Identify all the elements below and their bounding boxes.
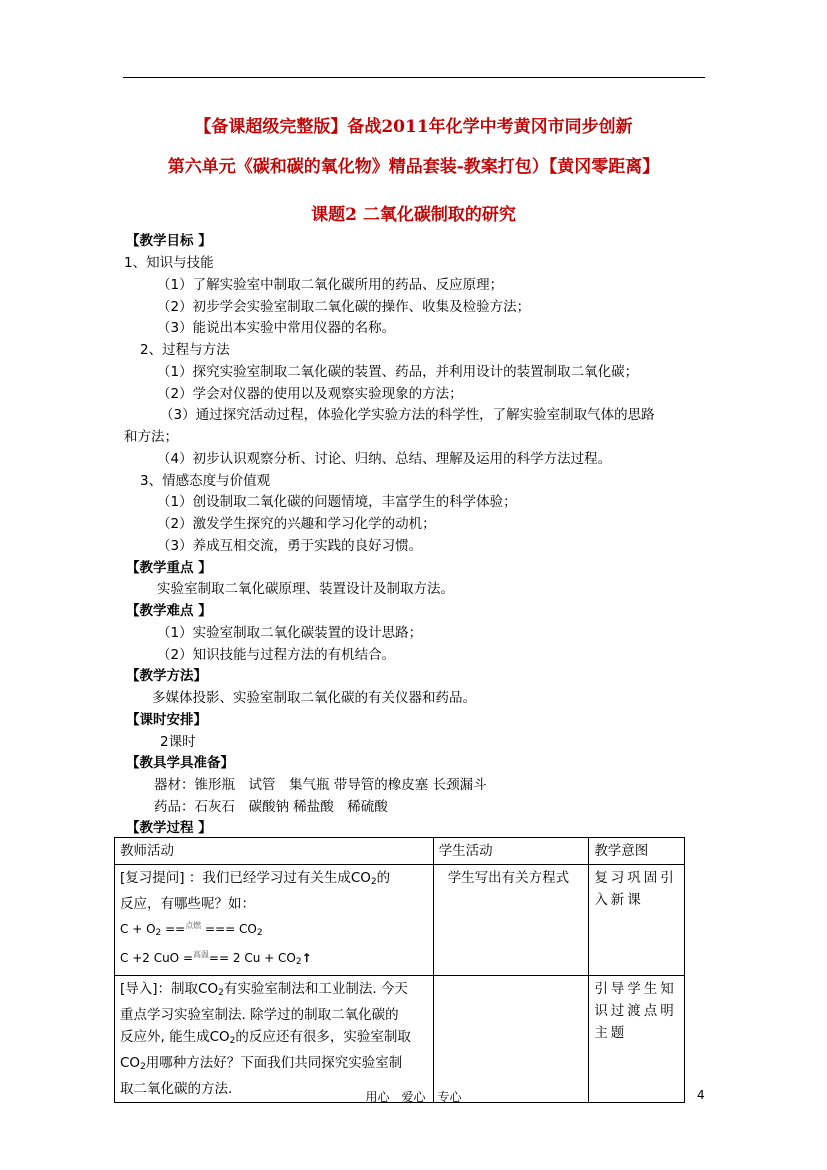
objective-section-2: 2、过程与方法 xyxy=(140,342,230,358)
objective-section-1: 1、知识与技能 xyxy=(124,255,214,271)
gas-up-arrow-icon: ↑ xyxy=(301,951,312,965)
cell-teacher-intro xyxy=(115,976,434,1103)
objective-1-2: （2）初步学会实验室制取二氧化碳的操作、收集及检验方法； xyxy=(157,299,531,315)
key-points-heading: 【教学重点 】 xyxy=(126,560,212,576)
table-row xyxy=(115,865,685,976)
process-heading: 【教学过程 】 xyxy=(126,820,212,836)
objective-3-1: （1）创设制取二氧化碳的问题情境，丰富学生的科学体验； xyxy=(157,494,517,510)
objective-1-3: （3）能说出本实验中常用仪器的名称。 xyxy=(157,320,396,336)
materials-heading: 【教具学具准备】 xyxy=(126,755,234,771)
schedule-text: 2课时 xyxy=(160,734,196,750)
doc-title-line1: 【备课超级完整版】备战2011年化学中考黄冈市同步创新 xyxy=(194,117,633,137)
cell-student-intro xyxy=(433,976,589,1103)
review-question-line2: 反应，有哪些呢？如： xyxy=(120,896,255,912)
methods-text: 多媒体投影、实验室制取二氧化碳的有关仪器和药品。 xyxy=(152,690,476,706)
materials-chemicals: 药品：石灰石 碳酸钠 稀盐酸 稀硫酸 xyxy=(154,799,388,815)
doc-title-line3: 课题2 二氧化碳制取的研究 xyxy=(311,205,516,225)
header-teaching-intent: 教学意图 xyxy=(589,838,685,865)
intro-line3: 反应外, 能生成$CO_2$的反应还有很多，实验室制取 xyxy=(120,1029,411,1046)
intro-line2: 重点学习实验室制法. 除学过的制取二氧化碳的 xyxy=(120,1007,399,1023)
table-header-row xyxy=(115,838,685,865)
equation-reduction: C +2 CuO =$^{高温}$== 2 $Cu + CO_2↑$ xyxy=(120,950,312,967)
cell-student-review: 学生写出有关方程式 xyxy=(433,865,589,976)
cell-teacher-review xyxy=(115,865,434,976)
objective-2-4: （4）初步认识观察分析、讨论、归纳、总结、理解及运用的科学方法过程。 xyxy=(157,451,612,467)
teaching-process-table xyxy=(114,837,685,1103)
difficulty-2: （2）知识技能与过程方法的有机结合。 xyxy=(157,647,396,663)
schedule-heading: 【课时安排】 xyxy=(126,712,207,728)
intro-line5: 取二氧化碳的方法. xyxy=(120,1081,233,1097)
objective-3-3: （3）养成互相交流，勇于实践的良好习惯。 xyxy=(157,538,423,554)
intro-line1: [导入]：制取$CO_2$有实验室制法和工业制法. 今天 xyxy=(120,981,408,998)
header-teacher-activity: 教师活动 xyxy=(115,838,434,865)
header-rule xyxy=(123,77,705,78)
page-number: 4 xyxy=(697,1088,705,1102)
intro-line4: $CO_2$用哪种方法好？下面我们共同探究实验室制 xyxy=(120,1055,403,1072)
equation-combustion: $C + O_2 ==^{点燃}$ === $CO_2$ xyxy=(120,921,263,938)
review-question-line1: [复习提问] ：我们已经学习过有关生成$CO_2$的 xyxy=(120,870,391,887)
objectives-heading: 【教学目标 】 xyxy=(126,233,212,249)
footer-motto: 用心 爱心 专心 xyxy=(365,1090,462,1104)
table-row xyxy=(115,976,685,1103)
difficulty-1: （1）实验室制取二氧化碳装置的设计思路； xyxy=(157,625,423,641)
materials-equipment: 器材：锥形瓶 试管 集气瓶 带导管的橡皮塞 长颈漏斗 xyxy=(154,777,487,793)
doc-title-line2: 第六单元《碳和碳的氧化物》精品套装-教案打包）【黄冈零距离】 xyxy=(167,157,660,177)
cell-intent-intro: 引导学生知识过渡点明主题 xyxy=(589,976,685,1103)
objective-2-2: （2）学会对仪器的使用以及观察实验现象的方法； xyxy=(157,386,463,402)
cell-intent-review: 复习巩固引入新课 xyxy=(589,865,685,976)
objective-2-3a: （3）通过探究活动过程，体验化学实验方法的科学性，了解实验室制取气体的思路 xyxy=(160,407,655,423)
difficulties-heading: 【教学难点 】 xyxy=(126,603,212,619)
objective-3-2: （2）激发学生探究的兴趣和学习化学的动机； xyxy=(157,516,436,532)
methods-heading: 【教学方法】 xyxy=(126,668,207,684)
key-points-text: 实验室制取二氧化碳原理、装置设计及制取方法。 xyxy=(157,581,454,597)
objective-1-1: （1）了解实验室中制取二氧化碳所用的药品、反应原理； xyxy=(157,277,504,293)
objective-2-1: （1）探究实验室制取二氧化碳的装置、药品，并利用设计的装置制取二氧化碳； xyxy=(157,364,639,380)
objective-2-3b: 和方法； xyxy=(124,429,178,445)
header-student-activity: 学生活动 xyxy=(433,838,589,865)
objective-section-3: 3、情感态度与价值观 xyxy=(140,473,271,489)
